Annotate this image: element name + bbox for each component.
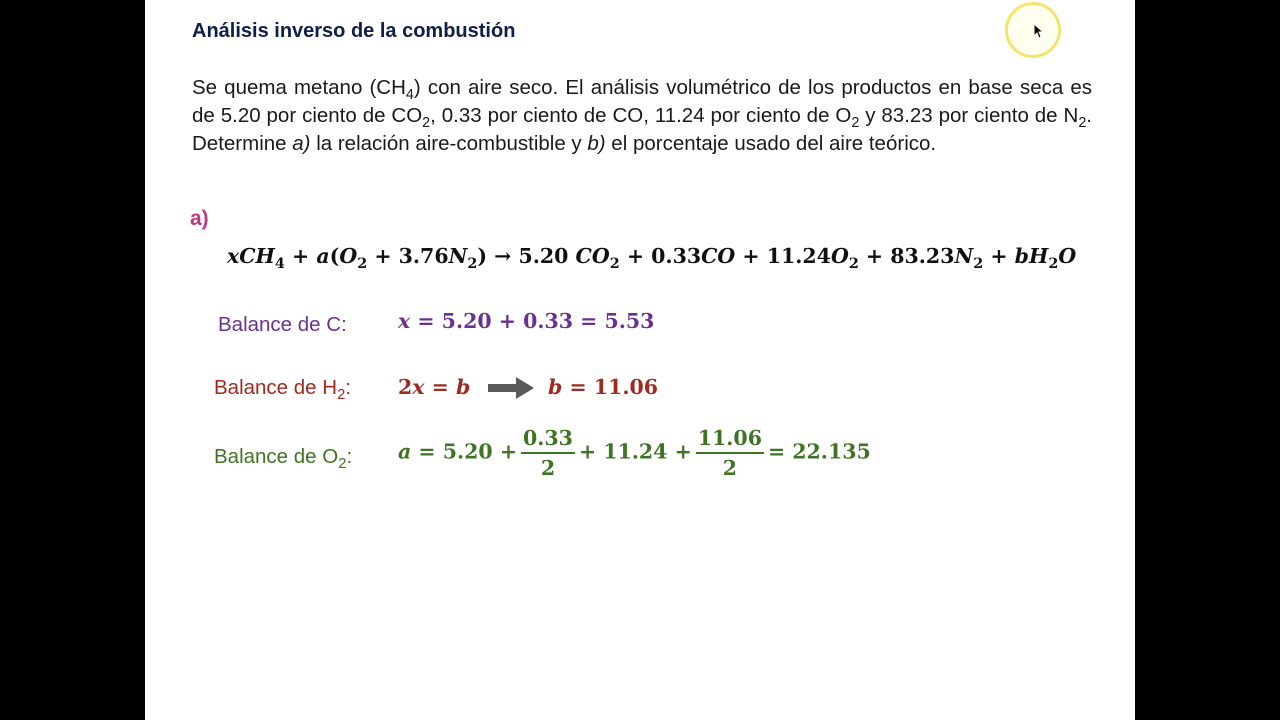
balance-o-equation: a = 5.20 + $\frac{0.33}{2}$ + 11.24 + $\frac{11.06}{2}$ = 22.135 bbox=[398, 426, 871, 480]
fraction-11-06: $\frac{11.06}{2}$ bbox=[697, 426, 762, 480]
slide bbox=[145, 0, 1135, 720]
balance-c-equation: x = 5.20 + 0.33 = 5.53 bbox=[398, 309, 655, 333]
reaction-equation: $xCH_4 + a(O_2 + 3.76N_2) \to 5.20$ $CO_2 + 0.33CO + 11.24O_2 + 83.23N_2 + bH_2O$ bbox=[227, 244, 1077, 273]
balance-h-label: Balance de $H_2$: bbox=[214, 376, 352, 404]
problem-statement: Se quema metano $(CH_4)$ con aire seco. El análisis volumétrico de los productos en base seca es de 5.20 por ciento de $CO_2$, 0.33 por ciento de CO, 11.24 por ciento de $O_2$ y 83.23 por ciento de $N_2$. Determine a) la relación aire-combustible y b) el porcentaje usado del aire teórico. bbox=[192, 76, 1093, 155]
balance-o-label: Balance de $O_2$: bbox=[214, 445, 353, 473]
fraction-0-33: $\frac{0.33}{2}$ bbox=[523, 426, 573, 480]
balance-h-equation: 2x = b bbox=[398, 375, 471, 399]
part-a-label: a) bbox=[190, 207, 209, 230]
balance-h-result: b = 11.06 bbox=[548, 375, 658, 399]
balance-c-label: Balance de C: bbox=[218, 313, 347, 336]
mouse-pointer-icon bbox=[1033, 23, 1045, 39]
slide-title: Análisis inverso de la combustión bbox=[192, 20, 516, 42]
arrow-right-icon bbox=[488, 377, 534, 399]
